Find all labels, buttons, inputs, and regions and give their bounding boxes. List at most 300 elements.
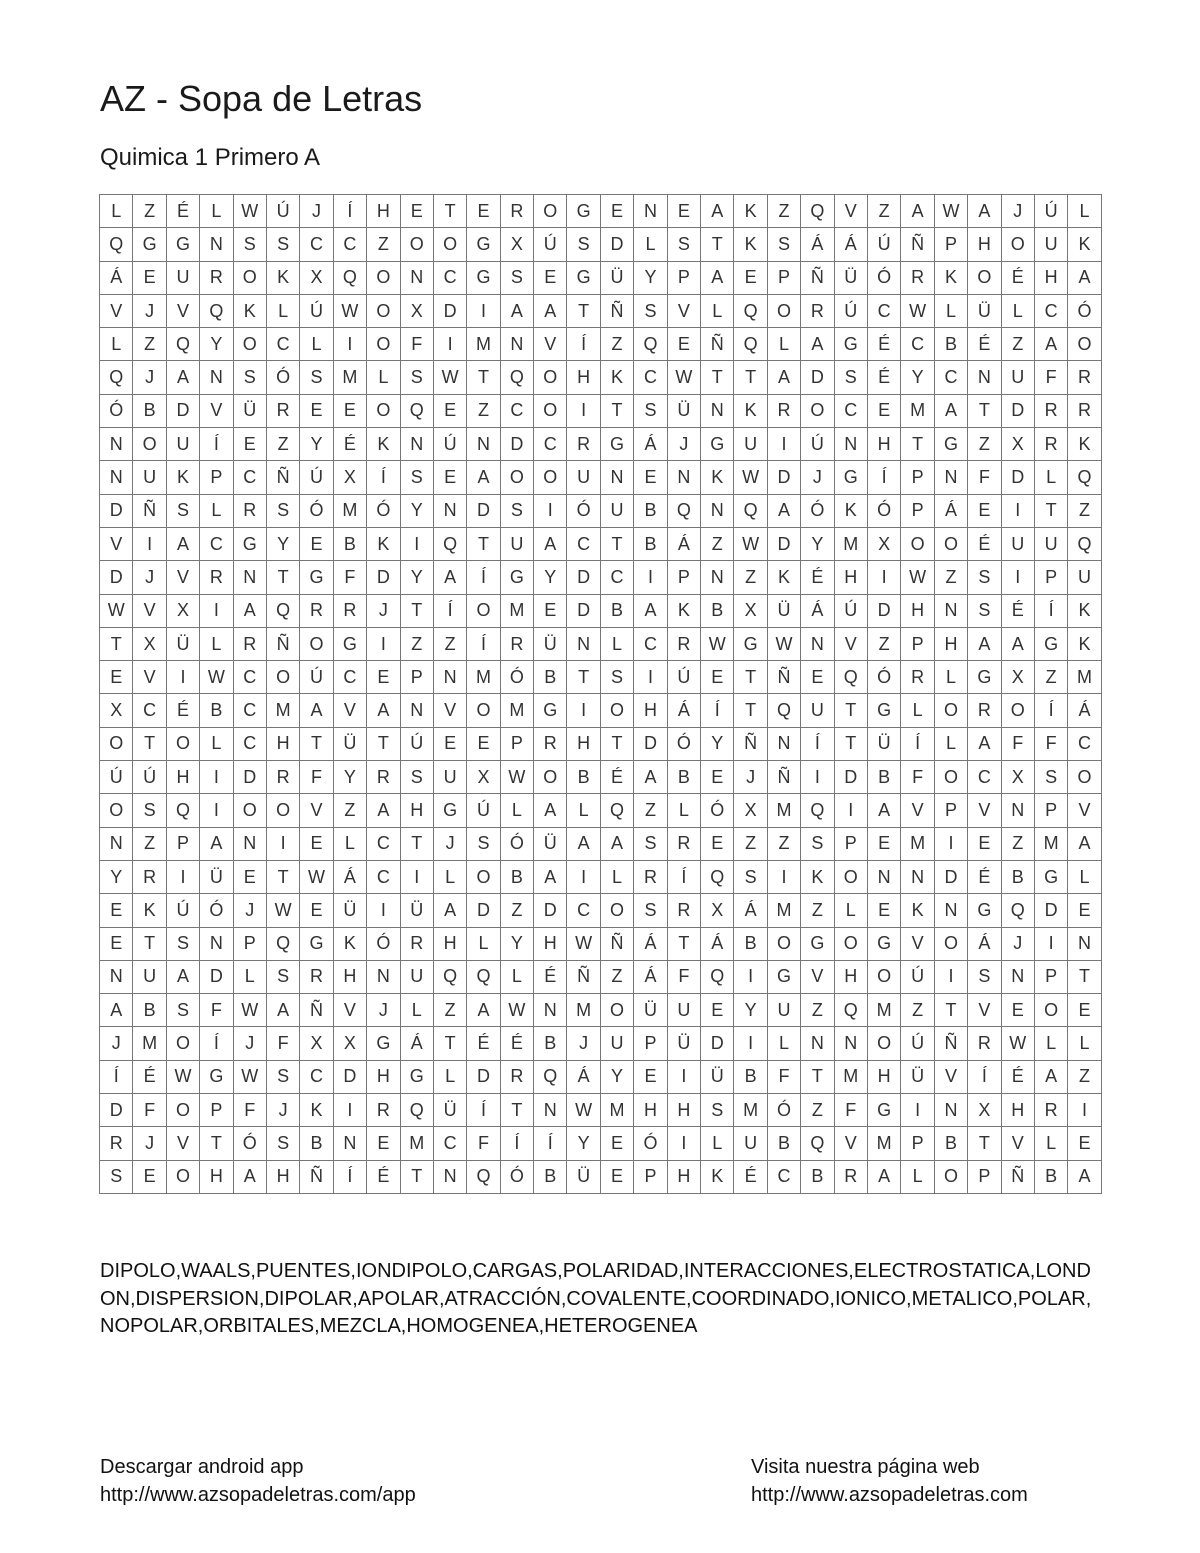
grid-cell: J [133,1127,166,1160]
grid-cell: C [367,828,400,861]
grid-cell: Ü [768,595,801,628]
grid-cell: T [434,1027,467,1060]
grid-cell: Ú [300,461,333,494]
grid-cell: N [534,994,567,1027]
grid-cell: D [701,1027,734,1060]
grid-cell: Y [200,328,233,361]
grid-cell: P [501,728,534,761]
grid-cell: R [1035,428,1068,461]
grid-cell: O [868,1027,901,1060]
grid-cell: T [734,661,767,694]
grid-cell: O [935,1161,968,1194]
grid-cell: S [267,961,300,994]
grid-cell: E [100,661,133,694]
grid-cell: Z [868,195,901,228]
grid-cell: V [1002,1127,1035,1160]
grid-cell: R [768,395,801,428]
grid-cell: E [300,894,333,927]
grid-cell: H [634,1094,667,1127]
grid-cell: T [901,428,934,461]
grid-cell: V [835,628,868,661]
grid-cell: W [734,528,767,561]
grid-cell: A [167,528,200,561]
grid-cell: O [234,328,267,361]
grid-cell: D [100,561,133,594]
web-link[interactable]: http://www.azsopadeletras.com [751,1484,1028,1506]
grid-cell: H [200,1161,233,1194]
grid-cell: R [668,894,701,927]
grid-cell: C [434,262,467,295]
grid-cell: T [567,295,600,328]
grid-cell: W [434,361,467,394]
grid-cell: R [634,861,667,894]
grid-cell: Í [200,1027,233,1060]
grid-cell: E [701,828,734,861]
grid-cell: O [367,262,400,295]
grid-cell: Ü [567,1161,600,1194]
grid-cell: E [234,428,267,461]
grid-cell: V [901,794,934,827]
grid-cell: X [100,694,133,727]
grid-cell: L [200,495,233,528]
grid-cell: K [701,1161,734,1194]
grid-cell: P [835,828,868,861]
grid-cell: Ó [300,495,333,528]
grid-cell: O [367,295,400,328]
grid-cell: N [501,328,534,361]
grid-cell: O [434,228,467,261]
grid-cell: V [668,295,701,328]
grid-cell: E [868,894,901,927]
grid-cell: I [801,761,834,794]
grid-cell: Ü [401,894,434,927]
grid-cell: Q [401,1094,434,1127]
grid-cell: A [300,694,333,727]
grid-cell: L [901,694,934,727]
grid-cell: K [367,428,400,461]
grid-cell: L [434,861,467,894]
grid-cell: Í [434,595,467,628]
grid-cell: P [401,661,434,694]
grid-cell: R [501,628,534,661]
grid-cell: Ú [133,761,166,794]
grid-cell: T [968,395,1001,428]
grid-cell: V [434,694,467,727]
grid-cell: N [801,1027,834,1060]
grid-cell: A [467,461,500,494]
grid-cell: E [701,661,734,694]
grid-cell: B [801,1161,834,1194]
grid-cell: D [534,894,567,927]
grid-cell: Z [701,528,734,561]
grid-cell: Ñ [601,928,634,961]
grid-cell: U [567,461,600,494]
grid-cell: X [1002,761,1035,794]
grid-cell: Á [668,528,701,561]
grid-cell: O [534,461,567,494]
grid-cell: O [1068,761,1101,794]
grid-cell: Z [467,395,500,428]
grid-cell: J [434,828,467,861]
grid-cell: W [100,595,133,628]
grid-cell: Ñ [768,761,801,794]
grid-cell: E [601,1127,634,1160]
grid-cell: N [1002,794,1035,827]
grid-cell: Q [200,295,233,328]
grid-cell: D [334,1061,367,1094]
grid-cell: L [935,728,968,761]
grid-cell: F [401,328,434,361]
grid-cell: G [1035,861,1068,894]
grid-cell: G [167,228,200,261]
grid-cell: Ó [100,395,133,428]
grid-cell: Ú [868,228,901,261]
grid-cell: M [1068,661,1101,694]
grid-cell: A [567,828,600,861]
grid-cell: T [734,694,767,727]
grid-cell: É [334,428,367,461]
grid-cell: Z [434,628,467,661]
grid-cell: T [200,1127,233,1160]
grid-cell: N [801,628,834,661]
grid-cell: M [567,994,600,1027]
grid-cell: P [901,628,934,661]
grid-cell: Ó [868,495,901,528]
grid-cell: E [1002,994,1035,1027]
grid-cell: I [200,794,233,827]
grid-cell: P [634,1161,667,1194]
grid-cell: F [234,1094,267,1127]
grid-cell: V [100,528,133,561]
grid-cell: C [367,861,400,894]
grid-cell: L [901,1161,934,1194]
grid-cell: S [668,228,701,261]
grid-cell: C [234,461,267,494]
grid-cell: P [935,228,968,261]
grid-cell: A [534,528,567,561]
grid-cell: H [401,794,434,827]
grid-cell: N [434,495,467,528]
grid-cell: I [835,794,868,827]
grid-cell: W [1002,1027,1035,1060]
grid-cell: I [401,861,434,894]
grid-cell: C [634,361,667,394]
grid-cell: U [1002,361,1035,394]
grid-cell: C [1035,295,1068,328]
grid-cell: K [334,928,367,961]
grid-cell: I [334,1094,367,1127]
grid-cell: L [668,794,701,827]
grid-cell: Q [835,661,868,694]
grid-cell: W [701,628,734,661]
grid-cell: W [300,861,333,894]
grid-cell: Í [1035,595,1068,628]
grid-cell: Ú [300,295,333,328]
grid-cell: N [401,262,434,295]
grid-cell: A [1068,828,1101,861]
grid-cell: Q [1002,894,1035,927]
grid-cell: W [267,894,300,927]
grid-cell: P [901,461,934,494]
grid-cell: Ú [100,761,133,794]
grid-cell: L [401,994,434,1027]
grid-cell: Ú [401,728,434,761]
grid-cell: A [467,994,500,1027]
grid-cell: S [167,495,200,528]
grid-cell: D [234,761,267,794]
grid-cell: C [234,661,267,694]
grid-cell: Z [1068,495,1101,528]
grid-cell: O [835,928,868,961]
grid-cell: C [200,528,233,561]
grid-cell: A [367,794,400,827]
grid-cell: Ü [701,1061,734,1094]
grid-cell: T [935,994,968,1027]
grid-cell: T [601,528,634,561]
grid-cell: Á [634,428,667,461]
grid-cell: X [868,528,901,561]
grid-cell: F [968,461,1001,494]
grid-cell: C [634,628,667,661]
grid-cell: K [1068,595,1101,628]
grid-cell: Q [100,228,133,261]
grid-cell: M [1035,828,1068,861]
grid-cell: E [968,828,1001,861]
grid-cell: Q [501,361,534,394]
grid-cell: R [901,661,934,694]
grid-cell: Í [701,694,734,727]
grid-cell: L [701,295,734,328]
grid-cell: O [367,328,400,361]
grid-cell: E [801,661,834,694]
grid-cell: Í [901,728,934,761]
grid-cell: Á [968,928,1001,961]
grid-cell: O [234,794,267,827]
grid-cell: L [935,295,968,328]
grid-cell: K [734,228,767,261]
grid-cell: H [567,361,600,394]
grid-cell: Í [567,328,600,361]
grid-cell: O [601,694,634,727]
grid-cell: V [133,661,166,694]
grid-cell: S [234,228,267,261]
grid-cell: Z [968,428,1001,461]
grid-cell: D [634,728,667,761]
grid-cell: G [601,428,634,461]
grid-cell: N [835,1027,868,1060]
grid-cell: I [567,694,600,727]
grid-cell: Á [634,928,667,961]
grid-cell: I [1002,561,1035,594]
grid-cell: K [1068,628,1101,661]
grid-cell: T [267,561,300,594]
grid-cell: T [401,828,434,861]
grid-cell: I [367,628,400,661]
grid-cell: G [434,794,467,827]
grid-cell: Y [100,861,133,894]
grid-cell: L [601,861,634,894]
grid-cell: Ú [835,595,868,628]
grid-cell: U [1035,228,1068,261]
grid-cell: O [100,794,133,827]
grid-cell: A [1068,1161,1101,1194]
grid-cell: N [835,428,868,461]
grid-cell: S [401,361,434,394]
grid-cell: L [1002,295,1035,328]
grid-cell: Á [634,961,667,994]
grid-cell: L [200,628,233,661]
grid-cell: L [1035,461,1068,494]
grid-cell: D [100,495,133,528]
grid-cell: R [668,828,701,861]
grid-cell: P [1035,794,1068,827]
grid-cell: E [100,928,133,961]
grid-cell: Ú [901,961,934,994]
grid-cell: B [300,1127,333,1160]
grid-cell: T [434,195,467,228]
grid-cell: X [133,628,166,661]
grid-cell: A [968,195,1001,228]
grid-cell: F [768,1061,801,1094]
app-link[interactable]: http://www.azsopadeletras.com/app [100,1484,416,1506]
grid-cell: G [467,228,500,261]
grid-cell: V [300,794,333,827]
grid-cell: O [968,262,1001,295]
grid-cell: T [801,1061,834,1094]
grid-cell: L [935,661,968,694]
grid-cell: Í [501,1127,534,1160]
grid-cell: M [267,694,300,727]
grid-cell: L [1035,1127,1068,1160]
grid-cell: Í [367,461,400,494]
grid-cell: Z [601,328,634,361]
grid-cell: Ó [367,928,400,961]
grid-cell: R [567,428,600,461]
grid-cell: Z [401,628,434,661]
grid-cell: A [935,395,968,428]
grid-cell: I [334,328,367,361]
grid-cell: T [267,861,300,894]
grid-cell: K [668,595,701,628]
grid-cell: Á [401,1027,434,1060]
grid-cell: Q [601,794,634,827]
grid-cell: Ü [334,894,367,927]
grid-cell: Z [734,561,767,594]
grid-cell: S [835,361,868,394]
grid-cell: Z [935,561,968,594]
grid-cell: O [401,228,434,261]
grid-cell: É [167,195,200,228]
grid-cell: L [601,628,634,661]
grid-cell: C [534,428,567,461]
grid-cell: R [534,728,567,761]
grid-cell: R [801,295,834,328]
grid-cell: Q [701,861,734,894]
grid-cell: O [601,894,634,927]
grid-cell: H [534,928,567,961]
grid-cell: K [133,894,166,927]
grid-cell: P [234,928,267,961]
grid-cell: G [868,1094,901,1127]
grid-cell: Ó [567,495,600,528]
grid-cell: U [801,694,834,727]
grid-cell: Ú [167,894,200,927]
grid-cell: G [133,228,166,261]
grid-cell: T [968,1127,1001,1160]
grid-cell: Í [668,861,701,894]
grid-cell: Í [200,428,233,461]
grid-cell: T [1035,495,1068,528]
grid-cell: D [567,561,600,594]
grid-cell: A [267,994,300,1027]
grid-cell: E [601,1161,634,1194]
grid-cell: M [401,1127,434,1160]
grid-cell: D [835,761,868,794]
grid-cell: É [367,1161,400,1194]
grid-cell: R [367,761,400,794]
grid-cell: N [935,1094,968,1127]
grid-cell: H [367,195,400,228]
grid-cell: Z [734,828,767,861]
grid-cell: J [300,195,333,228]
grid-cell: É [133,1061,166,1094]
grid-cell: S [501,495,534,528]
grid-cell: V [534,328,567,361]
grid-cell: I [200,761,233,794]
grid-cell: Ú [467,794,500,827]
grid-cell: C [968,761,1001,794]
grid-cell: L [367,361,400,394]
grid-cell: A [634,595,667,628]
grid-cell: Ó [267,361,300,394]
grid-cell: A [768,361,801,394]
grid-cell: M [501,694,534,727]
grid-cell: E [701,761,734,794]
grid-cell: U [1068,561,1101,594]
grid-cell: I [935,828,968,861]
grid-cell: Á [701,928,734,961]
grid-cell: R [200,561,233,594]
grid-cell: M [467,661,500,694]
grid-cell: S [968,961,1001,994]
grid-cell: E [1068,894,1101,927]
grid-cell: U [1002,528,1035,561]
grid-cell: J [367,595,400,628]
grid-cell: Q [835,994,868,1027]
grid-cell: X [968,1094,1001,1127]
grid-cell: Q [634,328,667,361]
grid-cell: V [901,928,934,961]
grid-cell: S [501,262,534,295]
grid-cell: M [334,495,367,528]
grid-cell: P [1035,961,1068,994]
grid-cell: Y [267,528,300,561]
grid-cell: X [734,595,767,628]
grid-cell: Y [334,761,367,794]
grid-cell: C [1068,728,1101,761]
grid-cell: D [567,595,600,628]
grid-cell: B [1035,1161,1068,1194]
grid-cell: L [100,195,133,228]
grid-cell: X [300,1027,333,1060]
grid-cell: Í [534,1127,567,1160]
grid-cell: J [1002,195,1035,228]
grid-cell: S [300,361,333,394]
grid-cell: A [801,328,834,361]
grid-cell: U [734,1127,767,1160]
grid-cell: F [334,561,367,594]
grid-cell: B [734,1061,767,1094]
